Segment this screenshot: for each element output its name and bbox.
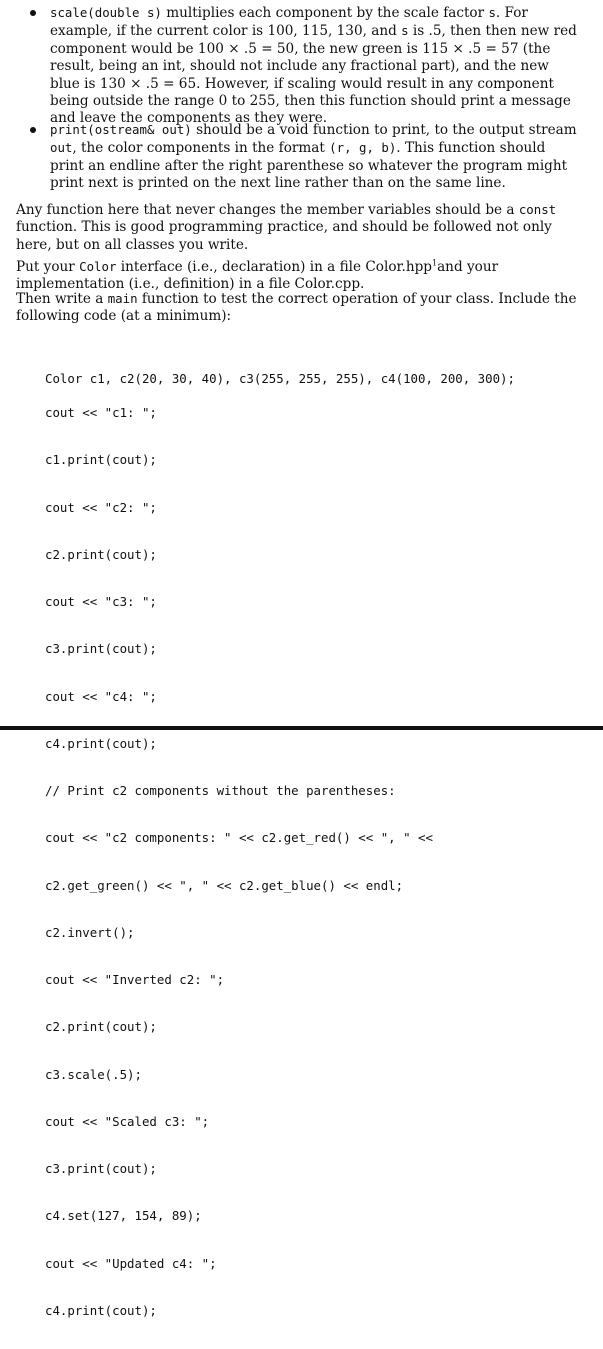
const-keyword: const bbox=[518, 202, 557, 217]
scale-signature: scale(double s) bbox=[50, 5, 162, 20]
bullet-dot-icon bbox=[30, 10, 36, 16]
print-signature: print(ostream& out) bbox=[50, 122, 192, 137]
para-files-text-1: Put your bbox=[16, 259, 80, 275]
para-files bbox=[16, 258, 584, 294]
print-param-out: out bbox=[50, 140, 73, 156]
bullet-scale-text-1: multiplies each component by the scale factor bbox=[161, 5, 489, 21]
bullet-dot-icon bbox=[30, 127, 36, 133]
bullet-print-text-1: should be a void function to print, to the output stream bbox=[191, 122, 577, 138]
para-const-text-1: Any function here that never changes the member variables should be a bbox=[16, 202, 519, 218]
code-line: c2.get_green() << ", " << c2.get_blue() << endl; bbox=[45, 877, 404, 893]
code-line: cout << "c4: "; bbox=[45, 688, 157, 704]
bullet-print-text bbox=[50, 121, 581, 193]
code-comment-line: // Print c2 components without the parentheses: bbox=[45, 783, 396, 798]
para-files-text-2: interface (i.e., declaration) in a file Color.hpp bbox=[116, 259, 432, 275]
print-format: (r, g, b) bbox=[329, 140, 397, 156]
para-main-text-2: function to test the correct operation of your class. Include the following code (at a minimum): bbox=[16, 291, 577, 325]
code-line: cout << "Updated c4: "; bbox=[45, 1255, 217, 1271]
bullet-scale-text-2: . For example, if the current color is 100, 115, 130, and bbox=[50, 5, 528, 40]
para-files-text-3: and your implementation (i.e., definition) in a file Color.cpp. bbox=[16, 259, 499, 293]
footnote-marker: 1 bbox=[431, 258, 438, 268]
code-line: c4.print(cout); bbox=[45, 735, 157, 751]
code-line: Color c1, c2(20, 30, 40), c3(255, 255, 255), c4(100, 200, 300); bbox=[45, 371, 515, 386]
code-line: c3.print(cout); bbox=[45, 641, 157, 657]
bullet-print-text-2: , the color components in the format bbox=[72, 140, 330, 157]
scale-param-s-2: s bbox=[401, 23, 409, 39]
code-line: cout << "c3: "; bbox=[45, 594, 157, 609]
bullet-scale bbox=[33, 4, 581, 128]
code-line: c2.print(cout); bbox=[45, 1019, 157, 1035]
code-line: c2.print(cout); bbox=[45, 546, 157, 562]
bottom-divider bbox=[0, 726, 603, 730]
code-line: c4.print(cout); bbox=[45, 1302, 157, 1318]
code-line: cout << "Scaled c3: "; bbox=[45, 1113, 210, 1129]
para-const bbox=[16, 201, 584, 254]
code-line: cout << "Inverted c2: "; bbox=[45, 972, 225, 987]
para-const-text-2: function. This is good programming practice, and should be followed not only here, but on all classes you write. bbox=[16, 219, 552, 253]
color-class-name: Color bbox=[79, 259, 117, 274]
scale-param-s: s bbox=[488, 5, 496, 20]
code-line: c3.print(cout); bbox=[45, 1161, 157, 1176]
para-main-text-1: Then write a bbox=[16, 291, 108, 307]
code-line: cout << "c1: "; bbox=[45, 405, 157, 420]
code-line: c4.set(127, 154, 89); bbox=[45, 1208, 202, 1224]
code-line: c1.print(cout); bbox=[45, 452, 157, 468]
bullet-scale-text bbox=[50, 4, 581, 128]
bullet-scale-text-3: is .5, then then new red component would be 100 × .5 = 50, the new green is 115 × .5 = 57 (the result, being an int, should not include any fractional part), and the new blue is 130 × .5 = 65. However, if scaling would result in any component being outside the range 0 to 255, then this function should print a message and leave the components as they were. bbox=[50, 23, 577, 127]
para-main bbox=[16, 290, 584, 326]
bullet-print bbox=[33, 121, 581, 193]
main-keyword: main bbox=[107, 291, 138, 306]
code-line: c3.scale(.5); bbox=[45, 1066, 142, 1082]
code-line: cout << "c2: "; bbox=[45, 499, 157, 515]
bullet-print-text-3: . This function should print an endline after the right parenthese so whatever the program might print next is printed on the next line rather than on the same line. bbox=[50, 140, 568, 192]
code-block bbox=[45, 374, 433, 1349]
code-line: c2.invert(); bbox=[45, 924, 135, 940]
code-line: cout << "c2 components: " << c2.get_red() << ", " << bbox=[45, 830, 433, 846]
